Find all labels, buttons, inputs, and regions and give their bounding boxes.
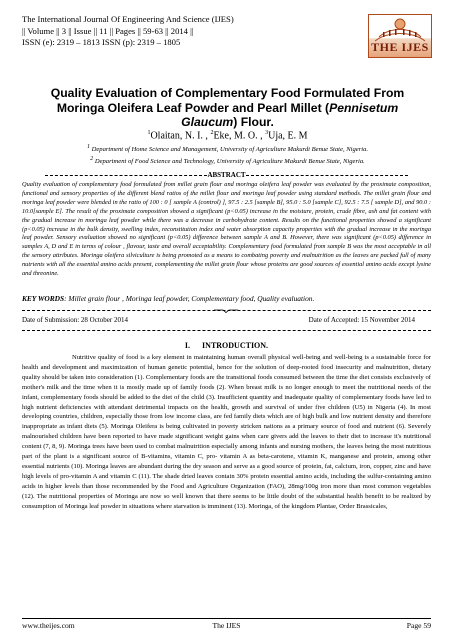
- affiliation-1-sup: 1: [86, 144, 90, 150]
- section-heading: [22, 341, 431, 351]
- divider: [22, 618, 431, 619]
- divider: [45, 175, 207, 176]
- title-italic: Pennisetum Glaucum: [181, 100, 399, 129]
- author-1-sup: 1: [147, 130, 151, 136]
- journal-header: [22, 14, 352, 49]
- affiliation-2-text: Department of Food Science and Technology, University of Agriculture Makurdi Benue State, Nigeria.: [93, 158, 365, 166]
- footer-website-link[interactable]: www.theijes.com: [22, 621, 75, 630]
- affiliation-2-sup: 2: [90, 155, 94, 162]
- footer-page-number: Page 59: [406, 621, 431, 630]
- logo-text: THE IJES: [371, 40, 429, 54]
- section-title: INTRODUCTION.: [202, 341, 269, 350]
- divider: [22, 330, 431, 331]
- divider: [246, 175, 408, 176]
- affiliation-1: [30, 143, 425, 155]
- abstract-text: Quality evaluation of complementary food formulated from millet grain flour and moringa oleifera leaf powder was evaluated by the proximate composition, functional and sensory properties of the different blend ratios of the millet flour and moringa leaf powder using standard methods. The millet grain flour and moringa leaf powder were blended in the ratio of 100 : 0 [ sample A (control) ], 97.5 : 2.5 [sample B], 95.0 : 5.0 [sample C], 92.5 : 7.5 [ sample D], and 90.0 : 10.0[sample E]. The result of the proximate composition showed a significant (p<0.05) increase in the moisture, protein, crude fibre, ash and fat content with the gradual increase in moringa leaf powder while there was a decrease in carbohydrate content. Results on the functional properties showed a significant (p<0.05) increase in the bulk density, swelling index, reconstitution index and water absorption capacity properties with the gradual increase in the moringa leaf powder. Sensory evaluation showed no significant (p<0.05) difference between sample A and B. However, there was significant (p<0.05) difference in samples A, D and E in terms of colour , flavour, taste and overall acceptability. Complementary food formulated from sample B was the most acceptable in all the sensory attributes. Moringa oleifera silviculture is being promoted as a means to combating poverty and malnutrition as the leaves are packed full of many nutrients with all the essential amino acids present, complementing the millet grain flour whose proteins are good sources of essential amino acids except lysine and threonine.: [22, 181, 431, 278]
- divider-arrow-icon: [214, 307, 238, 313]
- author-2: Eke, M. O. ,: [213, 130, 266, 142]
- ijes-logo-icon: [368, 14, 432, 58]
- keywords: [22, 294, 431, 303]
- title-tail: ) Flour.: [233, 115, 274, 129]
- footer-journal: The IJES: [212, 621, 241, 630]
- keywords-text: : Millet grain flour , Moringa leaf powder, Complementary food, Quality evaluation.: [64, 294, 315, 303]
- author-2-sup: 2: [210, 130, 214, 136]
- journal-name: The International Journal Of Engineering And Science (IJES): [22, 14, 234, 24]
- author-1: Olaitan, N. I. ,: [150, 130, 211, 142]
- keywords-label: KEY WORDS: [22, 294, 65, 303]
- abstract-heading: ABSTRACT: [207, 171, 246, 179]
- paper-title: [30, 86, 425, 130]
- author-3: Uja, E. M: [268, 130, 308, 142]
- journal-volume: || Volume || 3 || Issue || 11 || Pages || 59-63 || 2014 ||: [22, 25, 194, 36]
- journal-issn: ISSN (e): 2319 – 1813 ISSN (p): 2319 – 1805: [22, 37, 181, 47]
- title-main: Quality Evaluation of Complementary Food Formulated From Moringa Oleifera Leaf Powder and Pearl Millet (: [50, 86, 405, 115]
- author-3-sup: 3: [265, 130, 269, 136]
- affiliation-1-text: Department of Home Science and Management, University of Agriculture Makurdi Benue State, Nigeria.: [89, 146, 369, 154]
- date-submission: Date of Submission: 28 October 2014: [22, 316, 128, 324]
- affiliations: [30, 143, 425, 167]
- author-list: [30, 127, 425, 142]
- affiliation-2: [30, 155, 425, 167]
- date-accepted: Date of Accepted: 15 November 2014: [308, 316, 415, 324]
- abstract-heading-rule: [22, 171, 431, 180]
- section-number: I.: [184, 341, 191, 350]
- introduction-text: Nutritive quality of food is a key element in maintaining human overall physical well-being and well-being is a sustainable force for health and development and maximization of human genetic potential, hence for the solution of deep-rooted food insecurity and malnutrition, dietary quality should be taken into consideration (1). Complementary foods are the transitional foods consumed between the time the diet consists exclusively of mother's milk and the time when it is mostly made up of family foods (2). When breast milk is no longer enough to meet the nutritional needs of the infant, complementary foods should be added to the diet of the child (3). Insufficient quantity and inadequate quality of complementary foods have led to high nutrient deficiencies with attendant detrimental impacts on the health, growth and survival of under five children (U5) in Nigeria (4). In most developing countries, children, especially those from low income class, are fed family diets which are of high bulk and low nutrient density and therefore inappropriate as infant diets (5). Moringa Oleifera is being cultivated in poverty stricken nations as a primary source of food and nutrient (6). Severely malnourished children have been reported to have made significant weight gains when care givers add the leaves to their diet to increase it's nutritional content (7, 8, 9). Moringa trees have been used to combat malnutrition especially among infants and nursing mothers, the leaves being the most nutritious part of the plant is a significant source of B-vitamins, vitamin C, pro- vitamin A as beta-carotene, vitamin K, manganese and protein, among other essential nutrients (10). Moringa leaves are abundant during the dry season and serve as a good source of protein, fat, calcium, iron, copper, zinc and have high levels of pro-vitamin A and vitamin C (11). The shade dried leaves contain 30% protein essential amino acids, including the sulfur-containing amino acids in higher levels than those recommended by the Food and Agriculture Organization (FAO), 28mg/100g iron more than most common vegetables (12). The nutritional properties of Moringa are now so well known that there seems to be little doubt of the substantial health benefit to be realized by consumption of Moringa leaf powder in situations where starvation is imminent (13). Moringa, of the kingdom Plantae, Order Brassicales,: [22, 354, 431, 510]
